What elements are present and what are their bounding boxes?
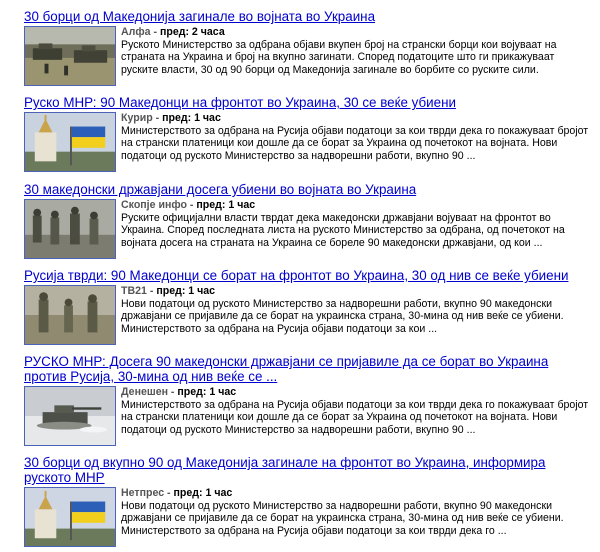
- news-time: пред: 1 час: [173, 487, 233, 499]
- news-title-link[interactable]: РУСКО МНР: Досега 90 македонски државјани се пријавиле да се борат во Украина против Русија, 30-мина од нив веќе се ...: [24, 354, 549, 384]
- news-snippet: Министерството за одбрана на Русија објави податоци за кои тврди дека го покажуваат бројот на странски платеници кои дошле да се борат за Украина од почетокот на војната. Нови податоци од руското Министерство за надворешни работи, вкупно 90 ...: [121, 124, 589, 162]
- news-source: Скопје инфо: [121, 199, 187, 211]
- news-item: Русија тврди: 90 Македонци се борат на фронтот во Украина, 30 од нив се веќе убиени ТВ21 - пред: 1 час Нови податоци од руското Министерство за надворешни работи, вкупно 90 македонски државјани се пријавиле да се борат на украинска страна, 30-мина од нив веќе се убиени. Министерството за одбрана на Русија објави податоци за кои ...: [24, 268, 594, 345]
- news-item: Руско МНР: 90 Македонци на фронтот во Украина, 30 се веќе убиени Курир - пред: 1 час Министерството за одбрана на Русија објави податоци за кои тврди дека го покажуваат бројот на странски платеници кои дошле да се борат за Украина од почетокот на војната. Нови податоци од руското Министерство за надворешни работи, вкупно 90 ...: [24, 95, 594, 172]
- news-item: 30 македонски државјани досега убиени во војната во Украина Скопје инфо - пред: 1 час Руските официјални власти тврдат дека македонски државјани војуваат на фронтот во Украина. Според последната листа на руското Министерство за одбрана, од почетокот на војната досега на страната на Украина се бореле 90 македонски државјани, од кои ...: [24, 182, 594, 259]
- news-source: Курир: [121, 112, 153, 124]
- soldiers-group-image[interactable]: [24, 199, 116, 259]
- church-flag-image[interactable]: [24, 487, 116, 547]
- soldiers-field-image[interactable]: [24, 285, 116, 345]
- news-title-link[interactable]: Руско МНР: 90 Македонци на фронтот во Украина, 30 се веќе убиени: [24, 95, 456, 110]
- news-time: пред: 1 час: [162, 112, 221, 124]
- news-item: 30 борци од вкупно 90 од Македонија загинале на фронтот во Украина, информира руското МНР Нетпрес - пред: 1 час Нови податоци од руското Министерство за надворешни работи, вкупно 90 македонски државјани се пријавиле да се борат на украинска страна, 30-мина од нив веќе се убиени. Министерството за одбрана на Русија објави податоци за кои тврди дека го ...: [24, 455, 594, 547]
- news-source: Нетпрес: [121, 487, 165, 499]
- news-title-link[interactable]: 30 борци од Македонија загинале во војната во Украина: [24, 9, 376, 24]
- church-flag-image[interactable]: [24, 112, 116, 172]
- news-item: 30 борци од Македонија загинале во војната во Украина Алфа - пред: 2 часа Руското Министерство за одбрана објави вкупен број на странски борци кои војуваат на страната на Украина и број на вкупно загинати. Според податоците што ги прикажуваат руските власти, 30 од 90 борци од Македонија загинале во борбите со руските сили.: [24, 9, 594, 86]
- news-source: Алфа: [121, 26, 151, 38]
- news-snippet: Руските официјални власти тврдат дека македонски државјани војуваат на фронтот во Украина. Според последната листа на руското Министерство за одбрана, од почетокот на војната досега на страната на Украина се бореле 90 македонски државјани, од кои ...: [121, 211, 565, 249]
- news-snippet: Министерството за одбрана на Русија објави податоци за кои тврди дека го покажуваат бројот на странски платеници кои дошле да се борат за Украина од почетокот на војната. Нови податоци од руското Министерство за надворешни работи, вкупно 90 ...: [121, 398, 589, 436]
- news-snippet: Руското Министерство за одбрана објави вкупен број на странски борци кои војуваат на страната на Украина и број на вкупно загинати. Според податоците што ги прикажуваат руските власти, 30 од 90 борци од Македонија загинале во борбите со руските сили.: [121, 38, 557, 76]
- news-time: пред: 1 час: [196, 199, 256, 211]
- tanks-field-image[interactable]: [24, 26, 116, 86]
- news-item: РУСКО МНР: Досега 90 македонски државјани се пријавиле да се борат во Украина против Русија, 30-мина од нив веќе се ... Денешен - пред: 1 час Министерството за одбрана на Русија објави податоци за кои тврди дека го покажуваат бројот на странски платеници кои дошле да се борат за Украина од почетокот на војната. Нови податоци од руското Министерство за надворешни работи, вкупно 90 ...: [24, 354, 594, 446]
- tank-snow-image[interactable]: [24, 386, 116, 446]
- news-time: пред: 1 час: [156, 285, 216, 297]
- news-snippet: Нови податоци од руското Министерство за надворешни работи, вкупно 90 македонски државјани се пријавиле да се борат на украинска страна, 30-мина од нив веќе се убиени. Министерството за одбрана на Русија објави податоци за кои ...: [121, 297, 564, 335]
- news-snippet: Нови податоци од руското Министерство за надворешни работи, вкупно 90 македонски државјани се пријавиле да се борат на украинска страна, 30-мина од нив веќе се убиени. Министерството за одбрана на Русија објави податоци за кои тврди дека го ...: [121, 499, 564, 537]
- news-title-link[interactable]: 30 борци од вкупно 90 од Македонија загинале на фронтот во Украина, информира руското МНР: [24, 455, 546, 485]
- news-source: Денешен: [121, 386, 168, 398]
- news-source: ТВ21: [121, 285, 147, 297]
- news-time: пред: 2 часа: [159, 26, 225, 38]
- news-title-link[interactable]: 30 македонски државјани досега убиени во војната во Украина: [24, 182, 417, 197]
- news-title-link[interactable]: Русија тврди: 90 Македонци се борат на фронтот во Украина, 30 од нив се веќе убиени: [24, 268, 569, 283]
- news-time: пред: 1 час: [177, 386, 237, 398]
